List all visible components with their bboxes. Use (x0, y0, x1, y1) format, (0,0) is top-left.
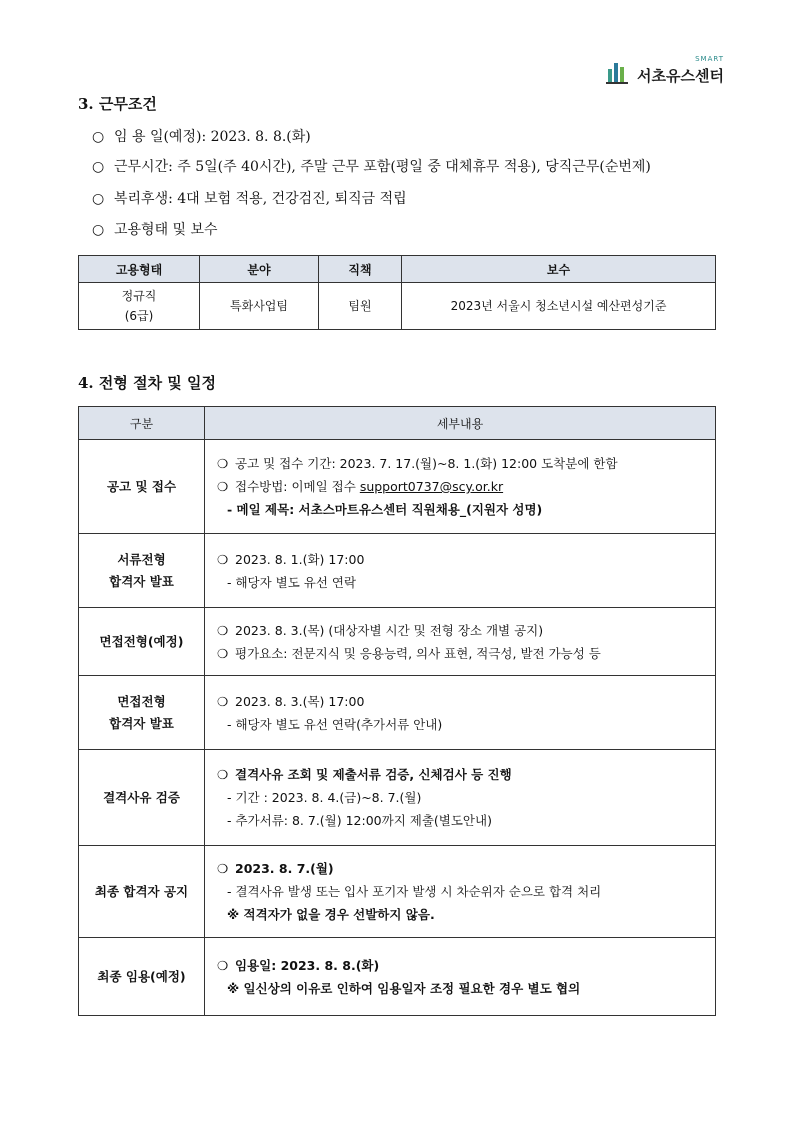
table-row (79, 750, 716, 846)
row-label: 최종 합격자 공지 (79, 846, 205, 938)
row-details: ❍ 2023. 8. 7.(월) - 결격사유 발생 또는 입사 포기자 발생 시 차순위자 순으로 합격 처리 ※ 적격자가 없을 경우 선발하지 않음. (205, 846, 716, 938)
logo (605, 55, 724, 86)
header-category: 구분 (79, 407, 205, 440)
table-row (79, 608, 716, 676)
logo-name: 서초유스센터 (637, 67, 724, 85)
logo-smart-text: SMART (695, 55, 724, 63)
employment-table (78, 255, 716, 330)
circle-bullet-icon: ○ (92, 159, 105, 175)
row-details: ❍ 임용일: 2023. 8. 8.(화) ※ 일신상의 이유로 인하여 임용일자 조정 필요한 경우 별도 협의 (205, 938, 716, 1016)
condition-item: ○ 고용형태 및 보수 (92, 222, 218, 238)
condition-item: ○ 근무시간: 주 5일(주 40시간), 주말 근무 포함(평일 중 대체휴무 적용), 당직근무(순번제) (92, 159, 651, 175)
row-label: 공고 및 접수 (79, 440, 205, 534)
header-type: 고용형태 (79, 256, 200, 283)
circle-bullet-icon: ❍ (217, 767, 229, 782)
header-field: 분야 (200, 256, 319, 283)
circle-bullet-icon: ○ (92, 222, 105, 238)
section-3-title: 3. 근무조건 (78, 95, 157, 113)
circle-bullet-icon: ○ (92, 129, 105, 145)
schedule-table (78, 406, 716, 1016)
table-row (79, 283, 716, 330)
table-row (79, 846, 716, 938)
table-row (79, 938, 716, 1016)
row-details: ❍ 공고 및 접수 기간: 2023. 7. 17.(월)~8. 1.(화) 12:00 도착분에 한함 ❍ 접수방법: 이메일 접수 support0737@scy.or.kr - 메일 제목: 서초스마트유스센터 직원채용_(지원자 성명) (205, 440, 716, 534)
row-details: ❍ 2023. 8. 3.(목) 17:00 - 해당자 별도 유선 연락(추가서류 안내) (205, 676, 716, 750)
row-label: 면접전형 합격자 발표 (79, 676, 205, 750)
row-label: 최종 임용(예정) (79, 938, 205, 1016)
circle-bullet-icon: ❍ (217, 645, 229, 661)
cell-type: 정규직 (6급) (79, 283, 200, 330)
cell-pay: 2023년 서울시 청소년시설 예산편성기준 (402, 283, 716, 330)
header-details: 세부내용 (205, 407, 716, 440)
circle-bullet-icon: ❍ (217, 551, 229, 567)
circle-bullet-icon: ❍ (217, 861, 229, 876)
header-position: 직책 (319, 256, 402, 283)
row-details: ❍ 2023. 8. 1.(화) 17:00 - 해당자 별도 유선 연락 (205, 534, 716, 608)
building-logo-icon (605, 60, 631, 86)
table-row (79, 440, 716, 534)
row-label: 서류전형 합격자 발표 (79, 534, 205, 608)
circle-bullet-icon: ○ (92, 191, 105, 207)
condition-item: ○ 복리후생: 4대 보험 적용, 건강검진, 퇴직금 적립 (92, 191, 407, 207)
header-pay: 보수 (402, 256, 716, 283)
row-details: ❍ 2023. 8. 3.(목) (대상자별 시간 및 전형 장소 개별 공지) ❍ 평가요소: 전문지식 및 응용능력, 의사 표현, 적극성, 발전 가능성 등 (205, 608, 716, 676)
circle-bullet-icon: ❍ (217, 456, 229, 471)
row-details: ❍ 결격사유 조회 및 제출서류 검증, 신체검사 등 진행 - 기간 : 2023. 8. 4.(금)~8. 7.(월) - 추가서류: 8. 7.(월) 12:00까지 제출(별도안내) (205, 750, 716, 846)
section-4-title: 4. 전형 절차 및 일정 (78, 374, 216, 392)
condition-item: ○ 임 용 일(예정): 2023. 8. 8.(화) (92, 129, 311, 145)
email-link[interactable]: support0737@scy.or.kr (359, 479, 504, 494)
circle-bullet-icon: ❍ (217, 622, 229, 638)
table-row (79, 676, 716, 750)
cell-position: 팀원 (319, 283, 402, 330)
cell-field: 특화사업팀 (200, 283, 319, 330)
circle-bullet-icon: ❍ (217, 479, 229, 494)
row-label: 면접전형(예정) (79, 608, 205, 676)
row-label: 결격사유 검증 (79, 750, 205, 846)
circle-bullet-icon: ❍ (217, 693, 229, 709)
table-row (79, 534, 716, 608)
circle-bullet-icon: ❍ (217, 957, 229, 973)
